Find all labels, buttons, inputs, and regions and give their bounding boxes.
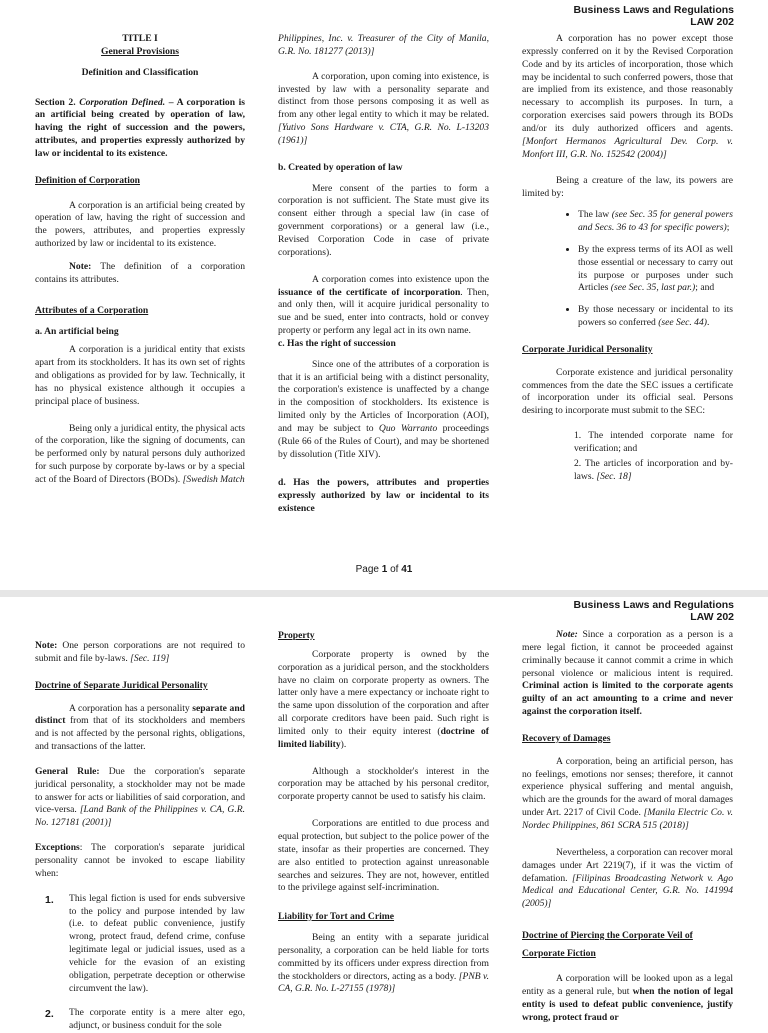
paragraph-body: Nevertheless, a corporation can recover moral damages under Art 2219(7), if it was the victim of defamation. [522, 846, 733, 884]
attribute-b-paragraph: Mere consent of the parties to form a corporation is not sufficient. The State must give its consent either through a special law (in case of government corporations) or a general law (i.e., Revised Corporation Code in case of private corporations). [278, 182, 489, 258]
page2-column-2 [278, 627, 489, 1024]
paragraph-body: Being only a juridical entity, the physical acts of the corporation, like the signing of documents, can be performed only by natural persons duly authorized for such purpose by corporate by-laws or by a special act of the Board of Directors (BODs). [35, 422, 245, 485]
list-item-text: This legal fiction is used for ends subversive to the policy and purpose intended by law (i.e. to defeat public convenience, justify wrong, protect fraud, defend crime, confuse legitimate legal or judicial issues, used as a vehicle for the evasion of an existing obligation, perpetrate deception or otherwise circumvent the law). [69, 892, 245, 994]
damages-heading: Recovery of Damages [522, 732, 611, 744]
section-reference: [Sec. 18] [596, 470, 632, 482]
list-item [578, 209, 733, 235]
case-citation: [Swedish Match [182, 473, 245, 485]
requirements-list [522, 430, 733, 483]
note-label: Note: [556, 629, 578, 640]
defamation-paragraph [522, 847, 733, 911]
document-page-2 [0, 597, 768, 1032]
separate-personality-paragraph [35, 703, 245, 754]
paragraph-body: Due the corporation's separate juridical personality, a stockholder may not be made to answer for acts or liabilities of said corporation, and vice-versa. [35, 765, 245, 816]
list-item-reference: (see Sec. 44) [658, 317, 707, 329]
page-number-prefix: Page [355, 564, 382, 575]
italic-term: Quo Warranto [378, 422, 438, 434]
exceptions-paragraph [35, 842, 245, 881]
piercing-veil-paragraph [522, 973, 733, 1024]
case-citation: [Monfort Hermanos Agricultural Dev. Corp. v. Monfort III, G.R. No. 152542 (2004)] [522, 135, 733, 160]
page-separator [0, 590, 768, 597]
case-citation: [Land Bank of the Philippines v. CA, G.R. No. 127181 (2001)] [35, 804, 245, 829]
certificate-paragraph [278, 274, 489, 338]
section-2-text [35, 97, 245, 161]
list-item-reference: (see Sec. 35 for general powers and Secs. 36 to 43 for specific powers) [578, 209, 733, 233]
list-item-end: ; [726, 221, 730, 233]
section-dash: – [165, 96, 177, 108]
list-item [35, 1007, 245, 1033]
emphasis-text: Criminal action is limited to the corporate agents guilty of an act amounting to a crime and never against the corporation itself. [522, 680, 733, 718]
paragraph-body: A corporation will be looked upon as a legal entity as a general rule, but [522, 973, 733, 998]
requirement-item: 1. The intended corporate name for verification; and [574, 430, 733, 454]
case-citation-continued: Philippines, Inc. v. Treasurer of the City of Manila, G.R. No. 181277 (2013)] [278, 33, 489, 57]
case-citation: [Manila Electric Co. v. Nordec Philippines, 861 SCRA 515 (2018)] [522, 807, 733, 831]
general-rule-paragraph [35, 766, 245, 830]
paragraph-body-end: ). [340, 738, 347, 750]
emphasis-text: issuance of the certificate of incorporation [278, 286, 461, 298]
page-header [574, 4, 734, 28]
separate-personality-paragraph [278, 71, 489, 148]
list-item [578, 304, 733, 330]
title-subheading: General Provisions [101, 45, 179, 57]
tort-crime-heading: Liability for Tort and Crime [278, 911, 395, 923]
attribute-c-heading: c. Has the right of succession [278, 337, 396, 349]
page1-column-3 [522, 33, 733, 558]
list-item [35, 893, 245, 996]
note-label: Note: [35, 640, 58, 651]
page2-column-1 [35, 627, 245, 1032]
attribute-d-heading: d. Has the powers, attributes and properties expressly authorized by law or incidental to its existence [278, 477, 489, 515]
note-body: One person corporations are not required to submit and file by-laws. [35, 640, 245, 664]
section-reference: [Sec. 119] [130, 652, 170, 664]
emphasis-text: when the notion of legal entity is used to defeat public convenience, justify wrong, protect fraud or [522, 986, 733, 1023]
requirement-text: 2. The articles of incorporation and by-laws. [574, 457, 733, 482]
header-course-title: Business Laws and Regulations [573, 599, 734, 611]
piercing-veil-heading [522, 927, 733, 963]
paragraph-body: A corporation, upon coming into existence, is invested by law with a personality separate and distinct from those persons composing it as well as from any other legal entity to which it may be related. [278, 70, 489, 121]
page2-column-3 [522, 627, 733, 1024]
paragraph-body: A corporation has no power except those expressly conferred on it by the Revised Corporation Code and by its articles of incorporation, those which may be incidental to such conferred powers, those that are implied from its existence, and those reasonably necessary to accomplish its purposes. In turn, a corporation exercises said powers through its BODs and/or its duly authorized officers and agents. [522, 33, 733, 134]
list-item-text: By those necessary or incidental to its powers so conferred [578, 304, 733, 329]
exceptions-label: Exceptions [35, 842, 80, 854]
damages-paragraph [522, 756, 733, 833]
limits-list [522, 209, 733, 330]
emphasis-text: doctrine of limited liability [278, 725, 489, 750]
header-course-code: LAW 202 [690, 16, 734, 29]
list-item-end: . [706, 317, 710, 329]
property-paragraph [278, 649, 489, 752]
juridical-personality-heading: Corporate Juridical Personality [522, 343, 653, 355]
paragraph-body: A corporation, being an artificial person, has no feelings, emotions nor senses; therefore, it cannot experience physical suffering and mental anguish, which are the grounds for the award of moral damages under Art. 2217 of Civil Code. [522, 755, 733, 819]
opc-note [35, 640, 245, 666]
header-course-code: LAW 202 [690, 611, 734, 624]
heading-line-1: Doctrine of Piercing the Corporate Veil of [522, 930, 693, 942]
list-item-text: The law [578, 209, 612, 221]
paragraph-body: A corporation has a personality [69, 702, 193, 714]
list-item-text: By the express terms of its AOI as well those essential or necessary to carry out its purpose or purposes under such Articles [578, 243, 733, 294]
attribute-a-heading: a. An artificial being [35, 325, 119, 337]
section-group-heading: Definition and Classification [81, 66, 199, 78]
attribute-c-paragraph [278, 359, 489, 462]
attachment-paragraph: Although a stockholder's interest in the corporation may be attached by his personal creditor, corporate property cannot be used to satisfy his claim. [278, 765, 489, 803]
criminal-liability-note [522, 629, 733, 719]
limits-intro: Being a creature of the law, its powers are limited by: [522, 175, 733, 200]
page-number-current: 1 [381, 564, 388, 575]
due-process-paragraph: Corporations are entitled to due process and equal protection, but subject to the police power of the state, insofar as their properties are concerned. They are also entitled to protection against unreasonable searches and seizures. They are not, however, entitled to the privilege against self-incrimination. [278, 818, 489, 894]
page-number-total: 41 [401, 564, 413, 575]
requirement-item [574, 458, 733, 484]
list-number: 2. [45, 1008, 54, 1021]
section-label: Section 2. [35, 96, 76, 108]
page1-column-1 [35, 33, 245, 558]
powers-paragraph [522, 33, 733, 161]
paragraph-body-end: proceedings (Rule 66 of the Rules of Court), and may be shortened by dissolution (Title XIV). [278, 422, 489, 460]
list-item-end: ; and [695, 282, 715, 294]
exceptions-list [35, 893, 245, 1033]
definition-paragraph: A corporation is an artificial being created by operation of law, having the right of succession and the powers, attributes, and properties expressly authorized by law or incidental to its existence. [35, 199, 245, 250]
definition-note [35, 261, 245, 287]
page-number-separator: of [387, 564, 402, 575]
emphasis-text: separate and distinct [35, 702, 245, 727]
case-citation: [Yutivo Sons Hardware v. CTA, G.R. No. L-13203 (1961)] [278, 122, 489, 146]
separate-personality-heading: Doctrine of Separate Juridical Personality [35, 679, 208, 691]
attribute-a-paragraph-2 [35, 423, 245, 487]
header-course-title: Business Laws and Regulations [573, 4, 734, 16]
list-item-reference: (see Sec. 35, last par.) [610, 282, 696, 294]
paragraph-body: A corporation comes into existence upon the [312, 273, 489, 285]
case-citation: [PNB v. CA, G.R. No. L-27155 (1978)] [278, 970, 490, 995]
title-heading: TITLE I [122, 33, 158, 44]
section-body: A corporation is an artificial being created by operation of law, having the right of succession and the powers, attributes, and properties expressly authorized by law or incidental to its existence. [35, 96, 245, 159]
definition-heading: Definition of Corporation [35, 174, 140, 186]
paragraph-body-end: from that of its stockholders and members and is not affected by the personal rights, obligations, and transactions of the latter. [35, 715, 245, 753]
paragraph-body: Since one of the attributes of a corporation is that it is an artificial being with a distinct personality, the corporation's existence is unaffected by a change in the composition of stockholders. Its existence is limited only by the Articles of Incorporation (AOI), and may be subject to [278, 358, 489, 434]
list-number: 1. [45, 893, 54, 906]
heading-line-2: Corporate Fiction [522, 948, 596, 960]
attribute-a-paragraph: A corporation is a juridical entity that exists apart from its stockholders. It has its own set of rights and obligations as provided for by law. Technically, it has no physical existence although it occupies a principal place of business. [35, 344, 245, 407]
list-item [578, 244, 733, 295]
page-number [0, 563, 768, 576]
tort-crime-paragraph [278, 932, 489, 996]
case-citation: [Filipinas Broadcasting Network v. Ago Medical and Educational Center, G.R. No. 141994 (2005)] [522, 872, 733, 910]
note-body: The definition of a corporation contains its attributes. [35, 260, 245, 285]
attribute-b-heading: b. Created by operation of law [278, 161, 403, 173]
paragraph-body-end: . Then, and only then, will it acquire juridical personality to sue and be sued, enter into contracts, hold or convey property or perform any legal act in its own name. [278, 286, 489, 337]
property-heading: Property [278, 630, 315, 641]
page1-column-2 [278, 33, 489, 563]
rule-label: General Rule: [35, 765, 100, 777]
juridical-personality-paragraph: Corporate existence and juridical personality commences from the date the SEC issues a certificate of incorporation under its official seal. Persons desiring to incorporate must submit to the SEC: [522, 366, 733, 417]
note-label: Note: [69, 260, 92, 272]
paragraph-body: Since a corporation as a person is a mere legal fiction, it cannot be proceeded against criminally because it cannot commit a crime in which personal violence or malicious intent is required. [522, 629, 733, 679]
attributes-heading: Attributes of a Corporation [35, 304, 149, 316]
list-item-text: The corporate entity is a mere alter ego, adjunct, or business conduit for the sole [69, 1007, 245, 1032]
paragraph-body: Being an entity with a separate juridical personality, a corporation can be held liable for torts committed by its officers under express direction from the stockholders or directors, acting as a body. [278, 932, 489, 982]
paragraph-body: : The corporation's separate juridical personality cannot be invoked to escape liability when: [35, 842, 245, 879]
section-name: Corporation Defined. [79, 96, 166, 108]
paragraph-body: Corporate property is owned by the corporation as a juridical person, and the stockholders have no claim on corporate property as owners. The latter only have a mere expectancy or inchoate right to the same upon dissolution of the corporation and after all corporate creditors have been paid. Such right is limited only to their equity interest ( [278, 648, 489, 737]
page-header [574, 599, 734, 623]
